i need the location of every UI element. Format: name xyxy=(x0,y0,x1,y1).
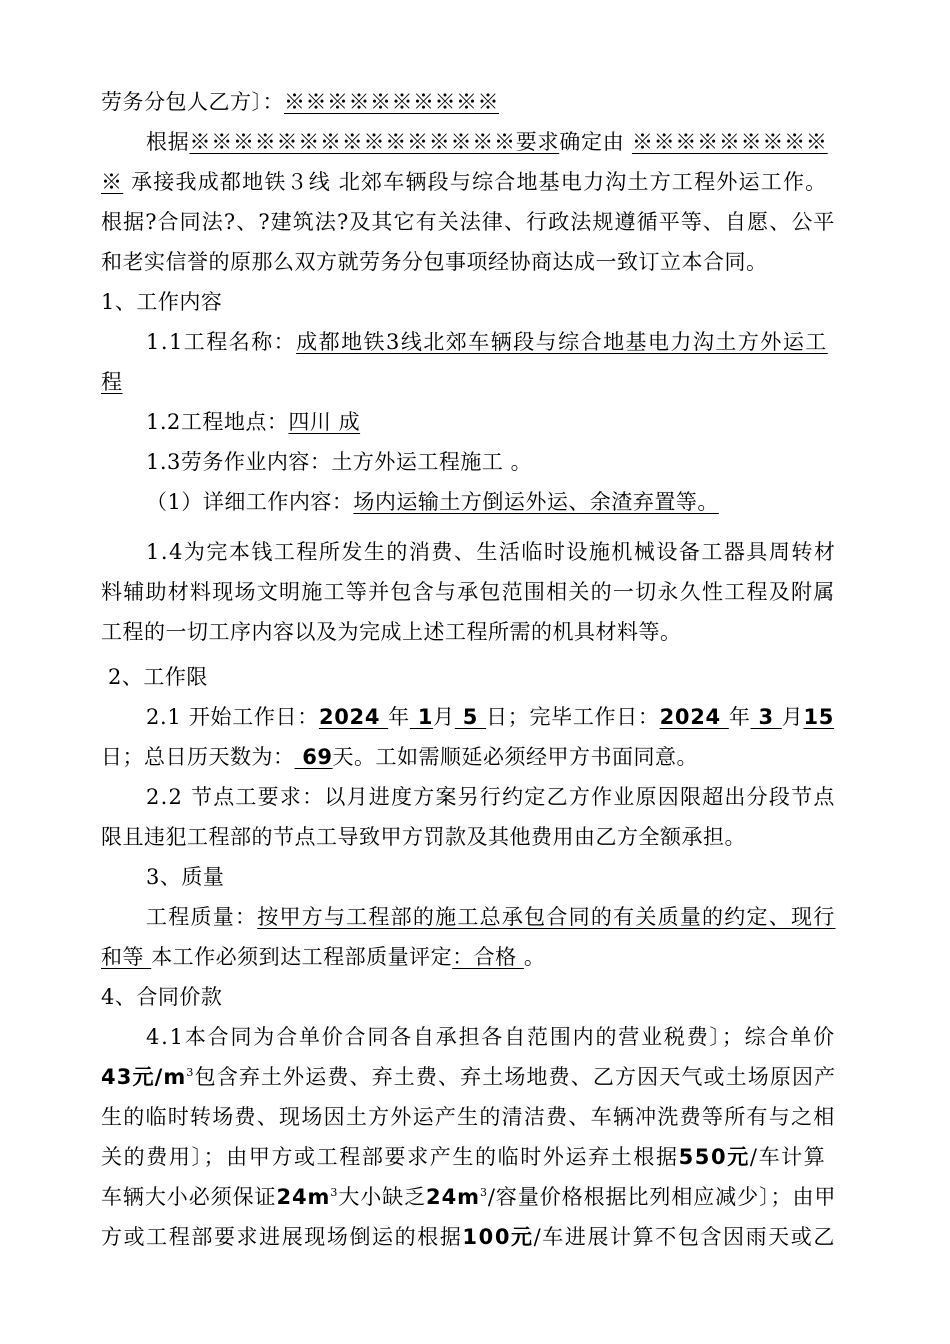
text-run: 1.1工程名称： xyxy=(146,330,297,354)
text-line xyxy=(146,490,719,515)
text-run: 4、合同价款 xyxy=(101,985,223,1009)
text-line xyxy=(101,1065,836,1090)
text-run: （1）详细工作内容： xyxy=(146,490,354,514)
text-line xyxy=(101,620,682,645)
superscript: 3 xyxy=(186,1066,195,1079)
text-run: /容量价格根据比列相应减少〕；由甲 xyxy=(487,1185,837,1209)
text-line xyxy=(101,290,222,315)
underlined-field: ：合格 xyxy=(452,945,524,969)
text-line xyxy=(101,580,836,605)
text-run: 月 xyxy=(781,705,804,729)
underlined-field: 成都地铁3线北郊车辆段与综合地基电力沟土方外运工 xyxy=(296,330,828,354)
text-run: 料辅助材料现场文明施工等并包含与承包范围相关的一切永久性工程及附属 xyxy=(101,580,836,604)
underlined-field: 3 xyxy=(750,705,782,729)
underlined-field: 2024 xyxy=(318,705,389,729)
text-run: 包含弃土外运费、弃土费、弃土场地费、乙方因天气或土场原因产 xyxy=(194,1065,837,1089)
text-run: 本工作必须到达工程部质量评定 xyxy=(151,945,453,969)
underlined-field: 程 xyxy=(101,370,123,394)
underlined-field: 69 xyxy=(294,745,333,769)
text-run: 2、工作限 xyxy=(108,665,208,689)
underlined-field: 和等 xyxy=(101,945,152,969)
text-line xyxy=(101,210,836,235)
text-run: /车进展计算不包含因雨天或乙 xyxy=(533,1225,836,1249)
text-run: 根据 xyxy=(146,130,190,154)
underlined-field: 15 xyxy=(803,705,835,729)
text-run: 年 xyxy=(728,705,751,729)
text-line xyxy=(146,1025,836,1050)
text-line xyxy=(108,665,208,690)
text-line xyxy=(101,745,698,770)
text-line xyxy=(101,170,827,195)
underlined-field: ※※※※※※※※※※ xyxy=(284,90,499,114)
underlined-field: 1 xyxy=(409,705,434,729)
text-line xyxy=(146,785,836,810)
text-run: 2.2 节点工要求：以月进度方案另行约定乙方作业原因限超出分段节点 xyxy=(146,785,836,809)
text-run: 工程质量： xyxy=(146,905,258,929)
text-run: /车计算 xyxy=(749,1145,827,1169)
text-run: 43元/m xyxy=(101,1065,187,1089)
text-run: 3、质量 xyxy=(146,865,225,889)
underlined-field: ※※※※※※※※※※※※※※※要求 xyxy=(189,130,560,154)
text-line xyxy=(146,540,836,565)
underlined-field: 四川 成 xyxy=(288,410,361,434)
text-line xyxy=(101,1185,836,1210)
text-run: 月 xyxy=(433,705,455,729)
text-line xyxy=(101,250,768,275)
text-line xyxy=(101,1225,836,1250)
text-run: 大小缺乏 xyxy=(338,1185,427,1209)
text-run: 确定由 xyxy=(559,130,632,154)
text-run: 天。工如需顺延必须经甲方书面同意。 xyxy=(332,745,699,769)
text-line xyxy=(146,130,828,155)
text-run: 1、工作内容 xyxy=(101,290,223,314)
underlined-field: ※ xyxy=(101,170,124,194)
text-line xyxy=(146,905,836,930)
text-run: 车辆大小必须保证 xyxy=(101,1185,277,1209)
text-run: 2.1 开始工作日： xyxy=(146,705,319,729)
text-line xyxy=(101,945,545,970)
text-run: 日；完毕工作日： xyxy=(486,705,660,729)
text-run: 550元 xyxy=(678,1145,750,1169)
underlined-field: 2024 xyxy=(659,705,729,729)
superscript: 3 xyxy=(479,1186,488,1199)
text-run: 工程的一切工序内容以及为完成上述工程所需的机具材料等。 xyxy=(101,620,682,644)
text-line xyxy=(146,410,360,435)
superscript: 3 xyxy=(330,1186,339,1199)
text-run: 100元 xyxy=(462,1225,534,1249)
text-line xyxy=(101,825,746,850)
text-run: 24m xyxy=(426,1185,480,1209)
text-run: 4.1本合同为合单价合同各自承担各自范围内的营业税费〕；综合单价 xyxy=(146,1025,836,1049)
text-run: 1.4为完本钱工程所发生的消费、生活临时设施机械设备工器具周转材 xyxy=(146,540,837,564)
text-run: 1.3劳务作业内容：土方外运工程施工 。 xyxy=(146,450,533,474)
text-run: 生的临时转场费、现场因土方外运产生的清洁费、车辆冲洗费等所有与之相 xyxy=(101,1105,836,1129)
text-run: 承接我成都地铁３线 北郊车辆段与综合地基电力沟土方工程外运工作。 xyxy=(123,170,828,194)
underlined-field: ※※※※※※※※※ xyxy=(631,130,828,154)
text-line xyxy=(146,450,532,475)
underlined-field: 按甲方与工程部的施工总承包合同的有关质量的约定、现行 xyxy=(257,905,836,929)
text-run: 1.2工程地点： xyxy=(146,410,289,434)
text-line xyxy=(146,330,828,355)
text-run: 年 xyxy=(388,705,410,729)
text-run: 和老实信誉的原那么双方就劳务分包事项经协商达成一致订立本合同。 xyxy=(101,250,768,274)
text-run: 限且违犯工程部的节点工导致甲方罚款及其他费用由乙方全额承担。 xyxy=(101,825,746,849)
text-run: 。 xyxy=(523,945,546,969)
text-run: 24m xyxy=(276,1185,331,1209)
text-line xyxy=(101,1105,836,1130)
text-line xyxy=(101,1145,826,1170)
text-run: 日；总日历天数为： xyxy=(101,745,295,769)
text-run: 关的费用〕；由甲方或工程部要求产生的临时外运弃土根据 xyxy=(101,1145,679,1169)
text-line xyxy=(146,865,224,890)
text-run: 根据?合同法?、?建筑法?及其它有关法律、行政法规遵循平等、自愿、公平 xyxy=(101,210,836,234)
text-run: 劳务分包人乙方〕： xyxy=(101,90,284,114)
underlined-field: 场内运输土方倒运外运、余渣弃置等。 xyxy=(353,490,719,514)
underlined-field: 5 xyxy=(454,705,487,729)
text-line xyxy=(146,705,834,730)
text-line xyxy=(101,985,222,1010)
text-run: 方或工程部要求进展现场倒运的根据 xyxy=(101,1225,463,1249)
text-line xyxy=(101,370,123,395)
text-line xyxy=(101,90,499,115)
